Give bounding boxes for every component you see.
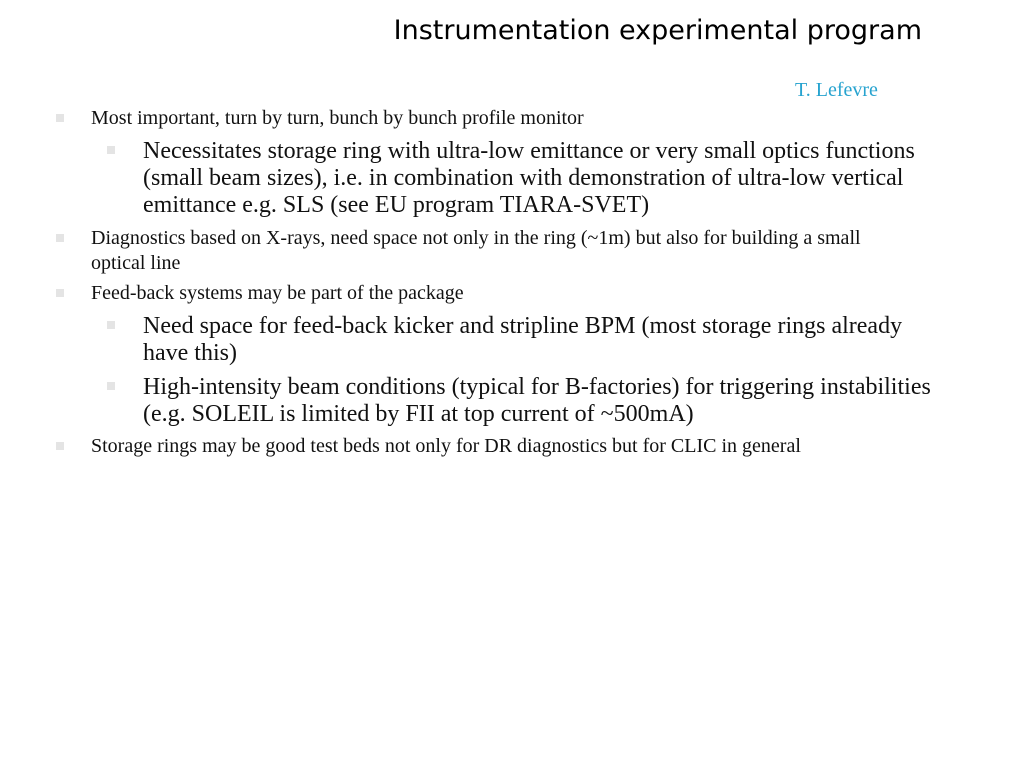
author-name: T. Lefevre [795,79,878,101]
bullet-text: Most important, turn by turn, bunch by bunch profile monitor [91,107,584,129]
square-bullet-icon [107,146,115,154]
bullet-text: Feed-back systems may be part of the package [91,282,464,304]
bullet-item [91,281,911,306]
square-bullet-icon [56,289,64,297]
square-bullet-icon [107,321,115,329]
slide-title: Instrumentation experimental program [393,15,922,46]
square-bullet-icon [56,234,64,242]
sub-bullet-text: Need space for feed-back kicker and stripline BPM (most storage rings already have this) [143,313,903,366]
square-bullet-icon [107,382,115,390]
bullet-text: Diagnostics based on X-rays, need space not only in the ring (~1m) but also for building a small optical line [91,227,861,274]
bullet-item [91,226,911,276]
sub-bullet-text: Necessitates storage ring with ultra-low emittance or very small optics functions (small beam sizes), i.e. in combination with demonstration of ultra-low vertical emittance e.g. SLS (see EU program TIARA-SVET) [143,138,915,218]
sub-bullet-text: High-intensity beam conditions (typical for B-factories) for triggering instabilities (e.g. SOLEIL is limited by FII at top current of ~500mA) [143,374,931,427]
bullet-item [91,106,911,131]
sub-bullet-item [143,138,943,219]
square-bullet-icon [56,442,64,450]
sub-bullet-item [143,374,943,428]
square-bullet-icon [56,114,64,122]
sub-bullet-item [143,313,943,367]
bullet-item [91,434,911,459]
bullet-text: Storage rings may be good test beds not only for DR diagnostics but for CLIC in general [91,435,801,457]
